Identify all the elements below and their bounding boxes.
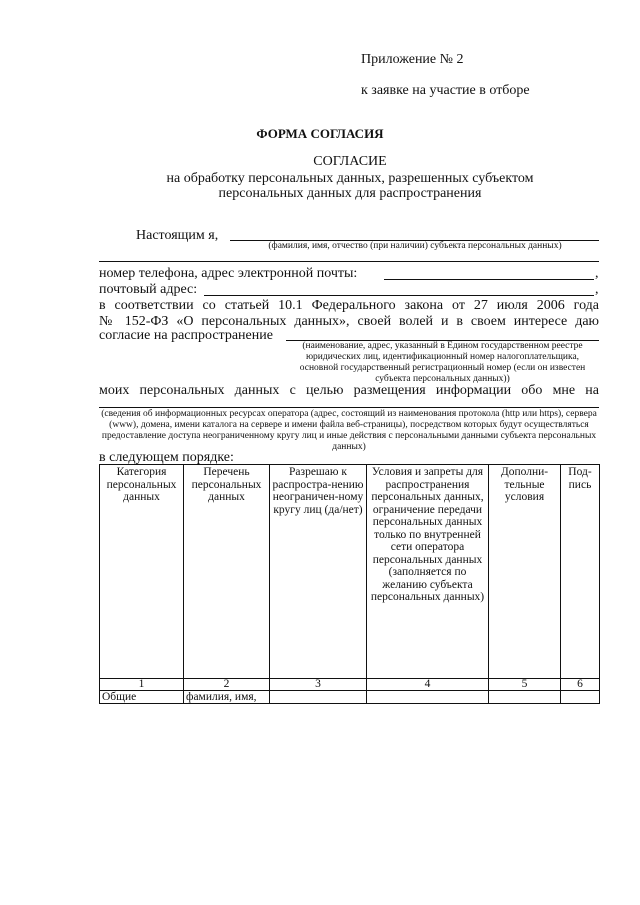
law-reference-line-1: в соответствии со статьей 10.1 Федерального закона от 27 июля 2006 года [99,298,599,313]
appendix-reference: к заявке на участие в отборе [361,83,530,98]
operator-caption: (наименование, адрес, указанный в Едином государственном реестре юридических лиц, идентификационный номер налогоплательщика, основной государственный регистрационный номер (если он известен субъекта персональных данных)) [299,341,586,384]
phone-email-comma: , [595,266,599,281]
header-data-category: Категория персональных данных [100,465,184,679]
table-header-row [100,465,600,679]
appendix-number: Приложение № 2 [361,52,464,67]
form-title: ФОРМА СОГЛАСИЯ [256,126,384,141]
document-subtitle-line-1: на обработку персональных данных, разрешенных субъектом [166,171,534,186]
table-cell-additional [489,691,561,704]
purpose-line: моих персональных данных с целью размещения информации обо мне на [99,383,599,398]
column-number: 1 [100,679,184,691]
law-reference-line-2: № 152-ФЗ «О персональных данных», своей волей и в своем интересе даю [99,314,599,329]
consent-to-label: согласие на распространение [99,328,273,343]
table-cell-signature [561,691,600,704]
column-number: 5 [489,679,561,691]
consent-table [99,464,600,704]
header-conditions: Условия и запреты для распространения персональных данных, ограничение передачи персональных данных только по внутренней сети оператора персональных данных (заполняется по желанию субъекта персональных данных) [367,465,489,679]
table-cell-category: Общие [100,691,184,704]
column-number: 6 [561,679,600,691]
column-number: 2 [184,679,270,691]
header-permission: Разрешаю к распростра-нению неограничен-ному кругу лиц (да/нет) [270,465,367,679]
column-number: 4 [367,679,489,691]
postal-address-comma: , [595,282,599,297]
document-subtitle-line-2: персональных данных для распространения [218,186,482,201]
table-cell-conditions [367,691,489,704]
phone-email-blank [384,279,594,280]
full-name-continuation-blank [99,261,599,262]
information-resources-caption: (сведения об информационных ресурсах оператора (адрес, состоящий из наименования протокола (http или https), сервера (www), домена, имени каталога на сервере и имени файла веб-страницы), посредством которых будут осуществляться предоставление доступа неограниченному кругу лиц и иные действия с персональными данными субъекта персональных данных) [101,409,597,452]
header-data-list: Перечень персональных данных [184,465,270,679]
column-number: 3 [270,679,367,691]
phone-email-label: номер телефона, адрес электронной почты: [99,266,358,281]
information-resources-blank [99,407,599,408]
postal-address-blank [204,295,594,296]
column-number-row [100,679,600,691]
postal-address-label: почтовый адрес: [99,282,198,297]
intro-text: Настоящим я, [136,228,219,243]
full-name-caption: (фамилия, имя, отчество (при наличии) субъекта персональных данных) [268,241,562,251]
order-label: в следующем порядке: [99,450,234,465]
table-row [100,691,600,704]
header-additional-conditions: Дополни-тельные условия [489,465,561,679]
table-cell-permission [270,691,367,704]
document-title: СОГЛАСИЕ [313,154,387,169]
table-cell-data-list: фамилия, имя, [184,691,270,704]
header-signature: Под-пись [561,465,600,679]
